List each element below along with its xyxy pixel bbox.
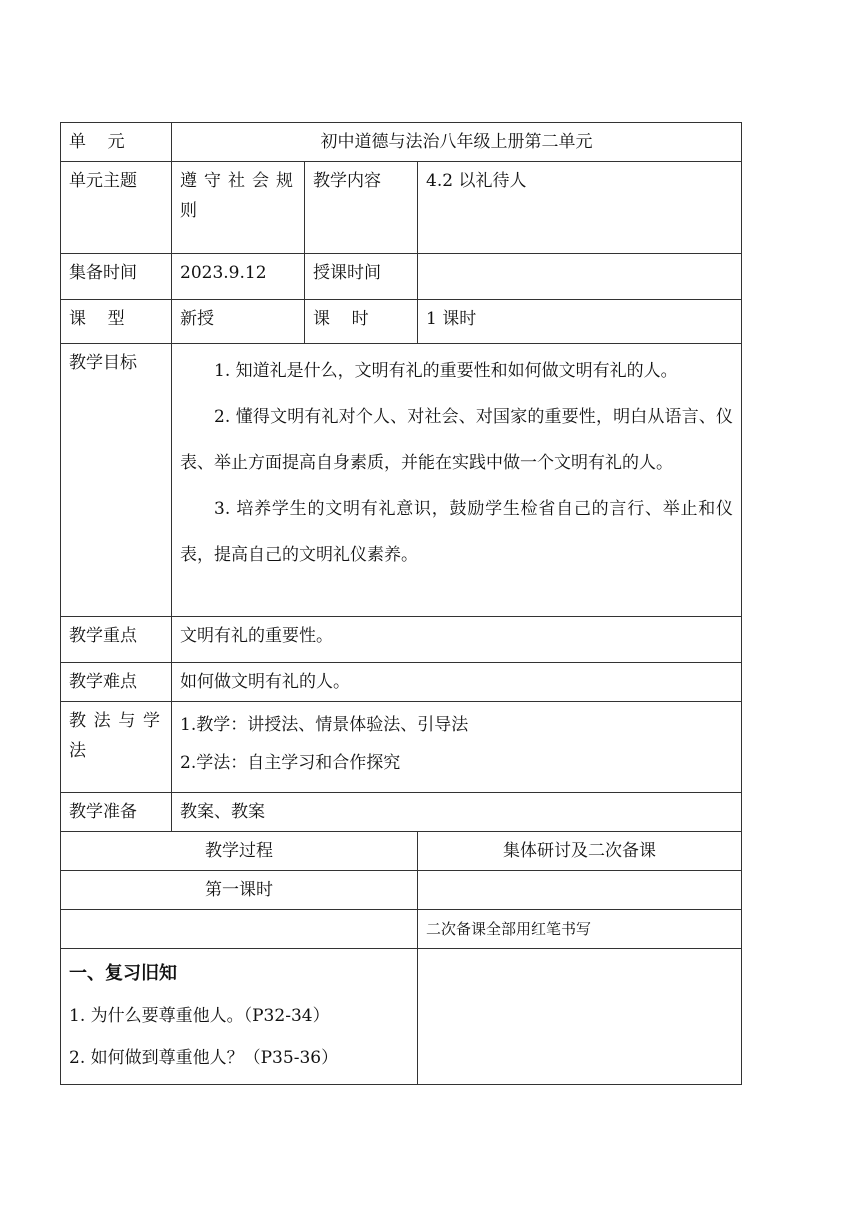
learning-method: 2.学法：自主学习和合作探究 xyxy=(180,753,401,773)
lesson-plan-table xyxy=(60,122,742,1085)
methods-content xyxy=(172,702,742,793)
lesson-note-empty xyxy=(418,871,742,910)
row-goals xyxy=(61,344,742,617)
row-methods xyxy=(61,702,742,793)
process-right-header: 集体研讨及二次备课 xyxy=(418,832,742,871)
row-difficulty xyxy=(61,663,742,702)
theme-label: 单元主题 xyxy=(61,162,172,254)
theme-value: 遵守社会规则 xyxy=(172,162,305,254)
revision-note: 二次备课全部用红笔书写 xyxy=(418,910,742,949)
hours-value: 1 课时 xyxy=(418,300,742,344)
teach-time-value xyxy=(418,254,742,300)
difficulty-label: 教学难点 xyxy=(61,663,172,702)
row-lesson xyxy=(61,871,742,910)
goal-item: 1. 知道礼是什么，文明有礼的重要性和如何做文明有礼的人。 xyxy=(214,361,678,381)
prep-value: 教案、教案 xyxy=(172,793,742,832)
row-type xyxy=(61,300,742,344)
row-prep xyxy=(61,793,742,832)
prep-label: 教学准备 xyxy=(61,793,172,832)
teaching-method: 1.教学：讲授法、情景体验法、引导法 xyxy=(180,715,469,735)
goal-item: 2. 懂得文明有礼对个人、对社会、对国家的重要性，明白从语言、仪表、举止方面提高自身素质，并能在实践中做一个文明有礼的人。 xyxy=(180,407,734,473)
section-title: 一、复习旧知 xyxy=(69,963,177,984)
goals-label: 教学目标 xyxy=(61,344,172,617)
focus-label: 教学重点 xyxy=(61,617,172,663)
type-label: 课 型 xyxy=(61,300,172,344)
review-question: 1. 为什么要尊重他人。（P32-34） xyxy=(69,1006,330,1026)
row-time xyxy=(61,254,742,300)
hours-label: 课 时 xyxy=(305,300,418,344)
note-left-empty xyxy=(61,910,418,949)
methods-label: 教法与学法 xyxy=(61,702,172,793)
row-theme xyxy=(61,162,742,254)
goals-content xyxy=(172,344,742,617)
goal-item: 3. 培养学生的文明有礼意识，鼓励学生检省自己的言行、举止和仪表，提高自己的文明礼仪素养。 xyxy=(180,499,734,565)
review-content xyxy=(61,949,418,1085)
unit-value: 初中道德与法治八年级上册第二单元 xyxy=(172,123,742,162)
review-question: 2. 如何做到尊重他人？（P35-36） xyxy=(69,1048,339,1068)
type-value: 新授 xyxy=(172,300,305,344)
lesson-label: 第一课时 xyxy=(61,871,418,910)
difficulty-value: 如何做文明有礼的人。 xyxy=(172,663,742,702)
row-focus xyxy=(61,617,742,663)
focus-value: 文明有礼的重要性。 xyxy=(172,617,742,663)
unit-label: 单 元 xyxy=(61,123,172,162)
content-label: 教学内容 xyxy=(305,162,418,254)
row-unit xyxy=(61,123,742,162)
prep-time-value: 2023.9.12 xyxy=(172,254,305,300)
row-note xyxy=(61,910,742,949)
row-process-header xyxy=(61,832,742,871)
review-notes-empty xyxy=(418,949,742,1085)
process-left-header: 教学过程 xyxy=(61,832,418,871)
prep-time-label: 集备时间 xyxy=(61,254,172,300)
row-review xyxy=(61,949,742,1085)
teach-time-label: 授课时间 xyxy=(305,254,418,300)
content-value: 4.2 以礼待人 xyxy=(418,162,742,254)
